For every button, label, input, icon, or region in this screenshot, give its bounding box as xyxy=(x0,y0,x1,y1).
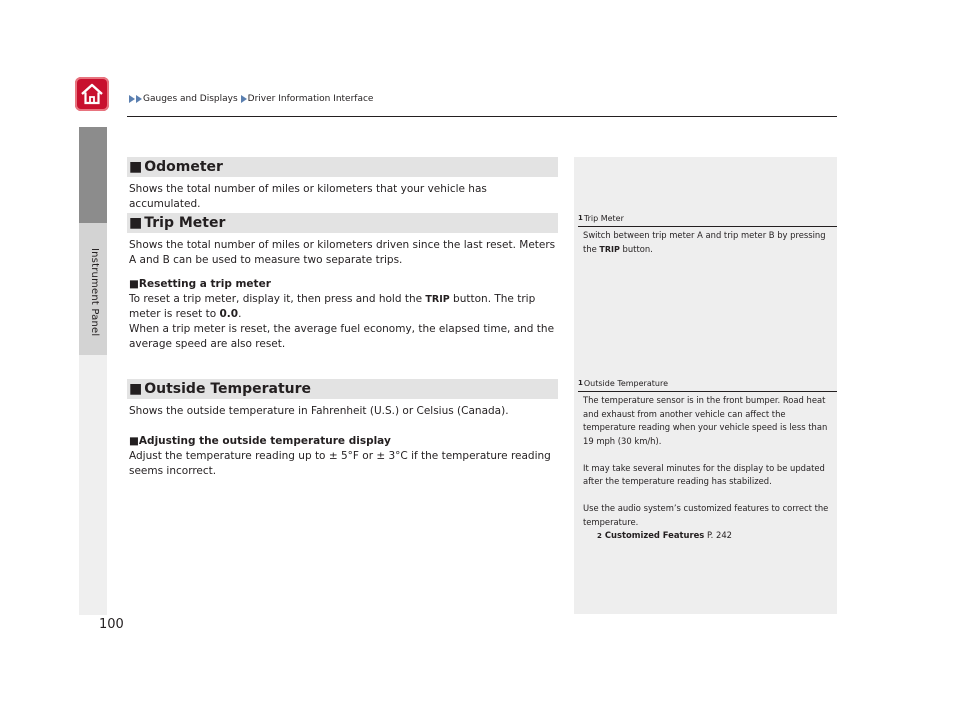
section-heading-trip-meter: ■ Trip Meter xyxy=(127,213,558,233)
square-bullet-icon: ■ xyxy=(129,381,143,397)
note-trip-meter: 1 Trip Meter Switch between trip meter A and trip meter B by pressing the TRIP button. xyxy=(578,214,837,256)
odometer-text: Shows the total number of miles or kilometers that your vehicle has accumulated. xyxy=(129,183,487,210)
xref-arrow-icon: 2 xyxy=(597,532,602,540)
breadcrumb xyxy=(129,94,376,104)
note-title: 1 Outside Temperature xyxy=(578,379,837,392)
cross-reference-link[interactable]: 2 Customized Features P. 242 xyxy=(583,529,837,544)
note-title: 1 Trip Meter xyxy=(578,214,837,227)
home-icon xyxy=(79,81,105,107)
trip-meter-text: Shows the total number of miles or kilometers driven since the last reset. Meters A and B can be used to measure two separate trips. ■Resetting a trip meter To reset a trip meter, display it, then press and hold the TRIP button. The trip meter is reset to 0.0. When a trip meter is reset, the average fuel economy, the elapsed time, and the average speed are also reset. xyxy=(129,238,559,352)
triangle-right-icon xyxy=(241,95,247,103)
side-tab-marker xyxy=(79,127,107,223)
note-outside-temp: 1 Outside Temperature The temperature sensor is in the front bumper. Road heat and exhaust from another vehicle can affect the temperature reading when your vehicle speed is less than 19 mph (30 km/h). It may take several minutes for the display to be updated after the temperature reading has stabilized. Use the audio system’s customized features to correct the temperature. 2 Customized Features P. 242 xyxy=(578,379,837,544)
triangle-right-icon xyxy=(136,95,142,103)
page-number: 100 xyxy=(99,617,124,632)
section-heading-outside-temp: ■ Outside Temperature xyxy=(127,379,558,399)
side-tab-label: Instrument Panel xyxy=(89,248,100,337)
section-heading-odometer: ■ Odometer xyxy=(127,157,558,177)
side-tab-background xyxy=(79,355,107,615)
square-bullet-icon: ■ xyxy=(129,215,143,231)
triangle-right-icon xyxy=(129,95,135,103)
subheading-adjusting: ■Adjusting the outside temperature display xyxy=(129,435,391,447)
breadcrumb-item-driver-info[interactable]: Driver Information Interface xyxy=(247,94,374,104)
subheading-resetting: ■Resetting a trip meter xyxy=(129,278,271,290)
outside-temp-text: Shows the outside temperature in Fahrenheit (U.S.) or Celsius (Canada). ■Adjusting the outside temperature display Adjust the temperature reading up to ± 5°F or ± 3°C if the temperature reading seems incorrect. xyxy=(129,404,559,479)
header-rule xyxy=(127,116,837,117)
square-bullet-icon: ■ xyxy=(129,159,143,175)
breadcrumb-item-gauges[interactable]: Gauges and Displays xyxy=(143,94,238,104)
home-button[interactable] xyxy=(75,77,109,111)
resetting-paragraph: To reset a trip meter, display it, then press and hold the TRIP button. The trip meter is reset to 0.0. xyxy=(129,293,536,320)
